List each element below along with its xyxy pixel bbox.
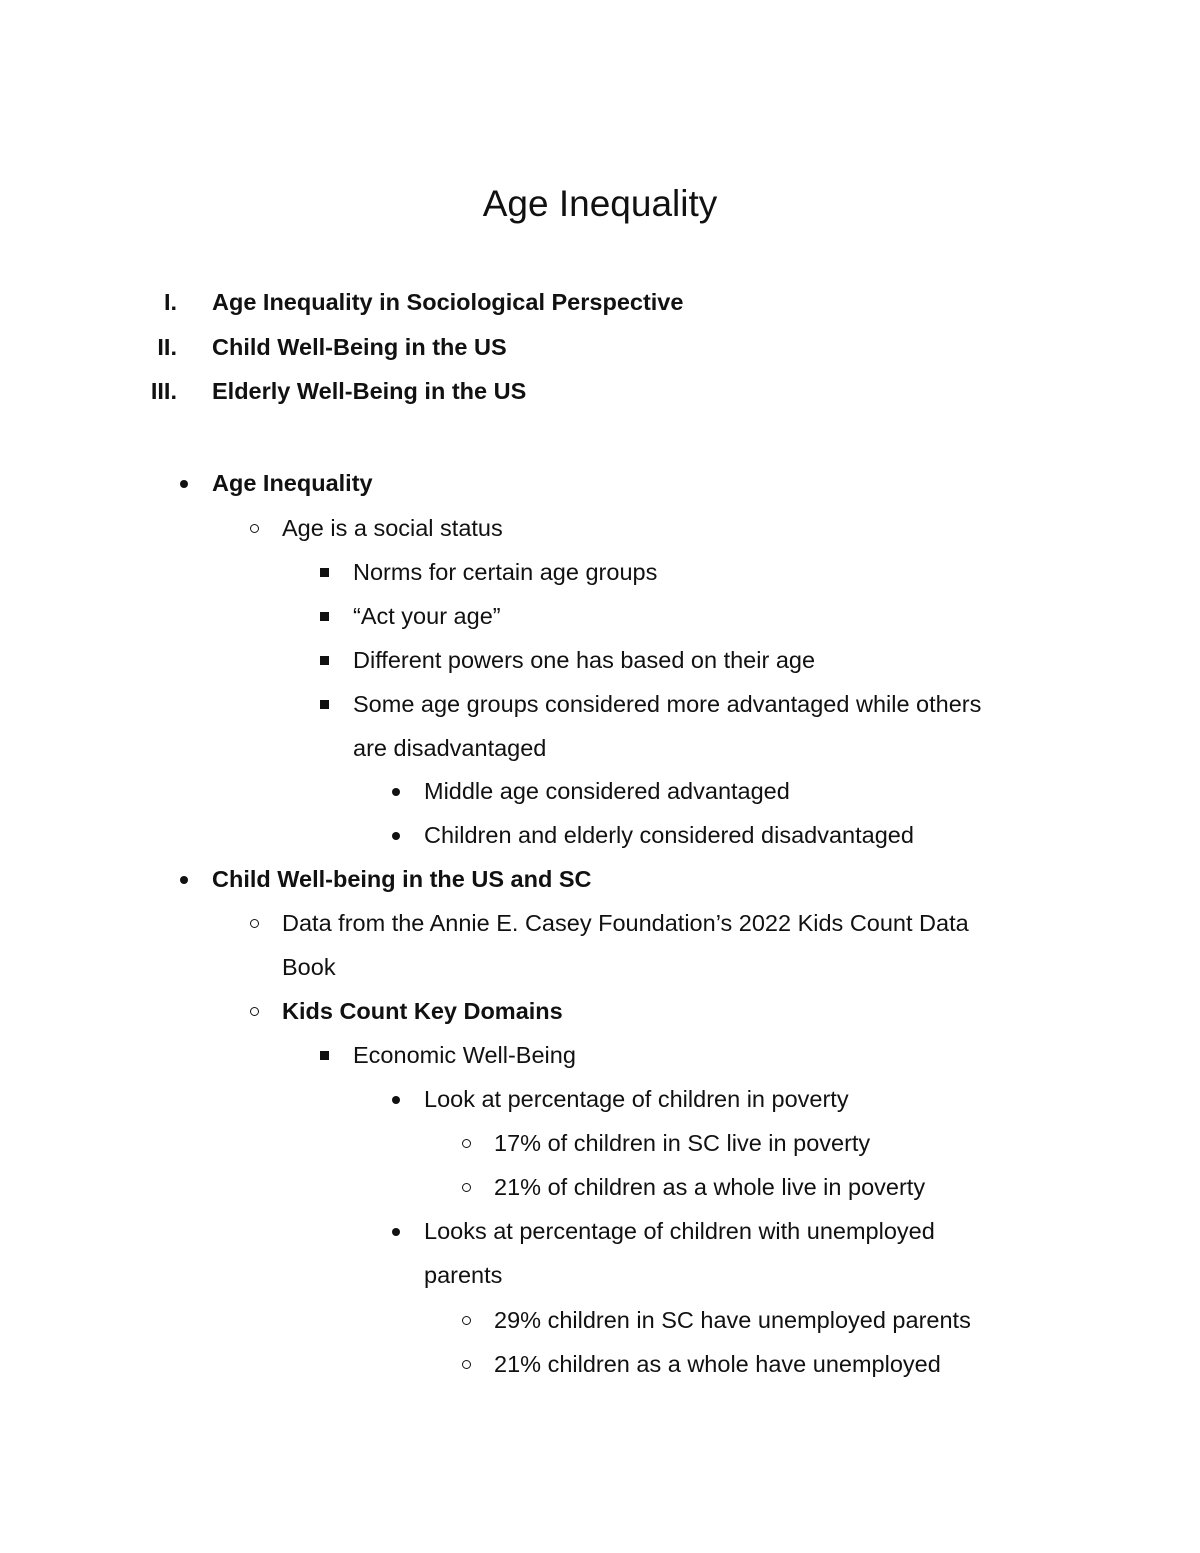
bullet-dot-icon [388, 1216, 408, 1246]
list-item: Economic Well-Being [353, 1042, 576, 1068]
list-item: 21% children as a whole have unemployed [494, 1351, 941, 1377]
list-item-continuation: Book [282, 954, 336, 980]
section-heading: Child Well-being in the US and SC [212, 866, 592, 892]
bullet-dot-icon [388, 1084, 408, 1114]
list-item: 21% of children as a whole live in poverty [494, 1174, 926, 1200]
bullet-square-icon [316, 601, 336, 631]
outline-item: Age Inequality in Sociological Perspective [212, 289, 684, 315]
bullet-square-icon [316, 1040, 336, 1070]
outline-item: Elderly Well-Being in the US [212, 378, 527, 404]
list-item: Different powers one has based on their age [353, 647, 816, 673]
list-item: Age is a social status [282, 515, 503, 541]
list-item: Look at percentage of children in poverty [424, 1086, 849, 1112]
bullet-ring-icon [246, 513, 266, 543]
bullet-square-icon [316, 645, 336, 675]
bullet-ring-icon [246, 908, 266, 938]
bullet-ring-icon [458, 1172, 478, 1202]
bullet-dot-icon [176, 864, 196, 894]
list-item: Data from the Annie E. Casey Foundation’s 2022 Kids Count Data [282, 910, 969, 936]
outline-numeral: I. [163, 289, 177, 315]
outline-numeral: III. [150, 378, 177, 404]
list-item: Norms for certain age groups [353, 559, 658, 585]
bullet-dot-icon [388, 820, 408, 850]
list-item: Middle age considered advantaged [424, 778, 790, 804]
bullet-square-icon [316, 689, 336, 719]
list-item: 29% children in SC have unemployed parents [494, 1307, 971, 1333]
page-title: Age Inequality [482, 183, 718, 224]
list-item: Some age groups considered more advantaged while others [353, 691, 982, 717]
bullet-ring-icon [458, 1349, 478, 1379]
list-item: Children and elderly considered disadvantaged [424, 822, 914, 848]
list-item: 17% of children in SC live in poverty [494, 1130, 871, 1156]
list-item: Looks at percentage of children with unemployed [424, 1218, 935, 1244]
sub-heading: Kids Count Key Domains [282, 998, 563, 1024]
list-item-continuation: are disadvantaged [353, 735, 547, 761]
list-item-continuation: parents [424, 1262, 503, 1288]
bullet-ring-icon [458, 1128, 478, 1158]
outline-item: Child Well-Being in the US [212, 334, 507, 360]
bullet-ring-icon [458, 1305, 478, 1335]
bullet-square-icon [316, 557, 336, 587]
list-item: “Act your age” [353, 603, 501, 629]
bullet-dot-icon [176, 468, 196, 498]
outline-numeral: II. [157, 334, 177, 360]
bullet-dot-icon [388, 776, 408, 806]
section-heading: Age Inequality [212, 470, 373, 496]
bullet-ring-icon [246, 996, 266, 1026]
